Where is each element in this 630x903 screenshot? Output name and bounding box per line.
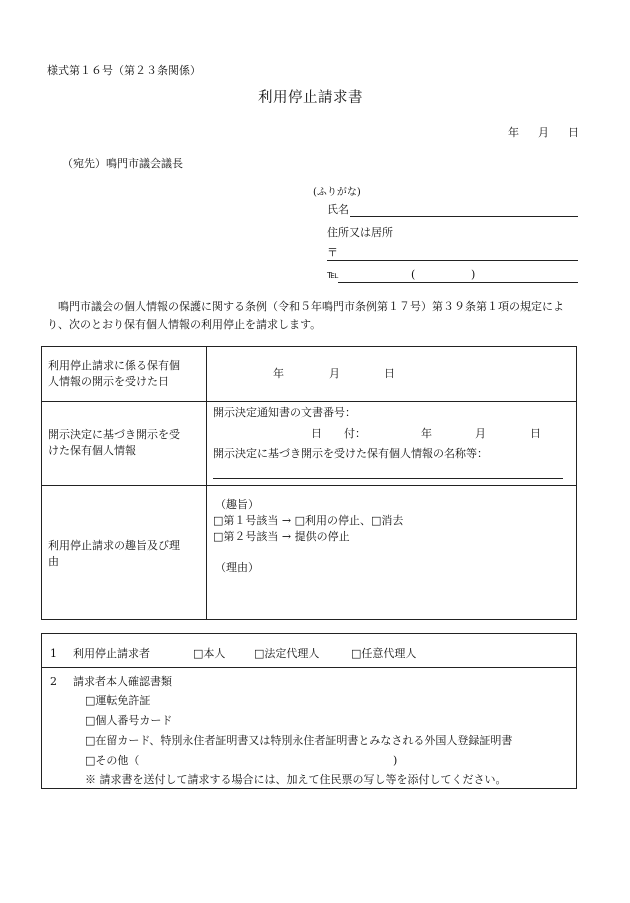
date-year-label: 年 bbox=[508, 126, 519, 139]
requester-option-voluntary-agent[interactable]: □任意代理人 bbox=[351, 647, 417, 660]
id-doc-other[interactable]: □その他（ bbox=[85, 754, 140, 767]
row2-info-name-label: 開示決定に基づき開示を受けた保有個人情報の名称等： bbox=[213, 447, 488, 460]
purpose-option-1[interactable]: □第１号該当 → □利用の停止、□消去 bbox=[213, 514, 404, 527]
form-number: 様式第１６号（第２３条関係） bbox=[47, 64, 201, 77]
row2-info-name-line[interactable] bbox=[213, 478, 563, 479]
row2-doc-number-label: 開示決定通知書の文書番号： bbox=[213, 406, 356, 419]
row1-year: 年 bbox=[273, 367, 284, 380]
row3-label-line1: 利用停止請求の趣旨及び理 bbox=[48, 539, 180, 552]
addressee: （宛先）鳴門市議会議長 bbox=[62, 157, 183, 170]
address-field-line[interactable] bbox=[327, 260, 578, 261]
request-statement: 鳴門市議会の個人情報の保護に関する条例（令和５年鳴門市条例第１７号）第３９条第１項の規定により、次のとおり保有個人情報の利用停止を請求します。 bbox=[47, 300, 564, 331]
row2-label-line1: 開示決定に基づき開示を受 bbox=[48, 428, 180, 441]
id-docs-note: ※ 請求書を送付して請求する場合には、加えて住民票の写し等を添付してください。 bbox=[85, 773, 507, 786]
address-label: 住所又は居所 bbox=[327, 226, 393, 239]
id-doc-other-close: ) bbox=[393, 754, 398, 767]
tel-field-line[interactable] bbox=[338, 282, 578, 283]
furigana-label: (ふりがな) bbox=[313, 187, 361, 198]
id-docs-label: 請求者本人確認書類 bbox=[73, 675, 172, 688]
tel-paren-close: ) bbox=[471, 268, 476, 281]
row2-label-line2: けた保有個人情報 bbox=[48, 444, 136, 457]
requester-label: 利用停止請求者 bbox=[73, 647, 150, 660]
id-doc-residence-card[interactable]: □在留カード、特別永住者証明書又は特別永住者証明書とみなされる外国人登録証明書 bbox=[85, 734, 513, 747]
purpose-heading: （趣旨） bbox=[215, 498, 259, 511]
name-field-line[interactable] bbox=[350, 216, 578, 217]
postal-mark: 〒 bbox=[327, 246, 338, 259]
row1-month: 月 bbox=[329, 367, 340, 380]
table-column-divider bbox=[206, 346, 207, 620]
date-month-label: 月 bbox=[538, 126, 549, 139]
row1-day: 日 bbox=[384, 367, 395, 380]
name-label: 氏名 bbox=[327, 203, 349, 216]
requester-option-legal-agent[interactable]: □法定代理人 bbox=[254, 647, 320, 660]
row1-label-line2: 人情報の開示を受けた日 bbox=[48, 375, 169, 388]
purpose-option-2[interactable]: □第２号該当 → 提供の停止 bbox=[213, 530, 350, 543]
id-docs-number: 2 bbox=[50, 675, 57, 688]
tel-paren-open: ( bbox=[411, 268, 416, 281]
row2-year: 年 bbox=[421, 427, 432, 440]
row3-label-line2: 由 bbox=[48, 555, 59, 568]
row2-date-label: 日 付： bbox=[311, 427, 366, 440]
id-doc-drivers-license[interactable]: □運転免許証 bbox=[85, 694, 151, 707]
table-row-divider-2 bbox=[41, 485, 577, 486]
id-doc-mynumber-card[interactable]: □個人番号カード bbox=[85, 714, 173, 727]
requester-number: 1 bbox=[50, 647, 57, 660]
page-title: 利用停止請求書 bbox=[258, 90, 363, 106]
tel-label: ℡ bbox=[327, 268, 339, 281]
date-day-label: 日 bbox=[568, 126, 579, 139]
table-row-divider-1 bbox=[41, 401, 577, 402]
row2-day: 日 bbox=[530, 427, 541, 440]
row1-label-line1: 利用停止請求に係る保有個 bbox=[48, 359, 180, 372]
requester-option-self[interactable]: □本人 bbox=[193, 647, 226, 660]
row2-month: 月 bbox=[475, 427, 486, 440]
reason-heading: （理由） bbox=[215, 561, 259, 574]
